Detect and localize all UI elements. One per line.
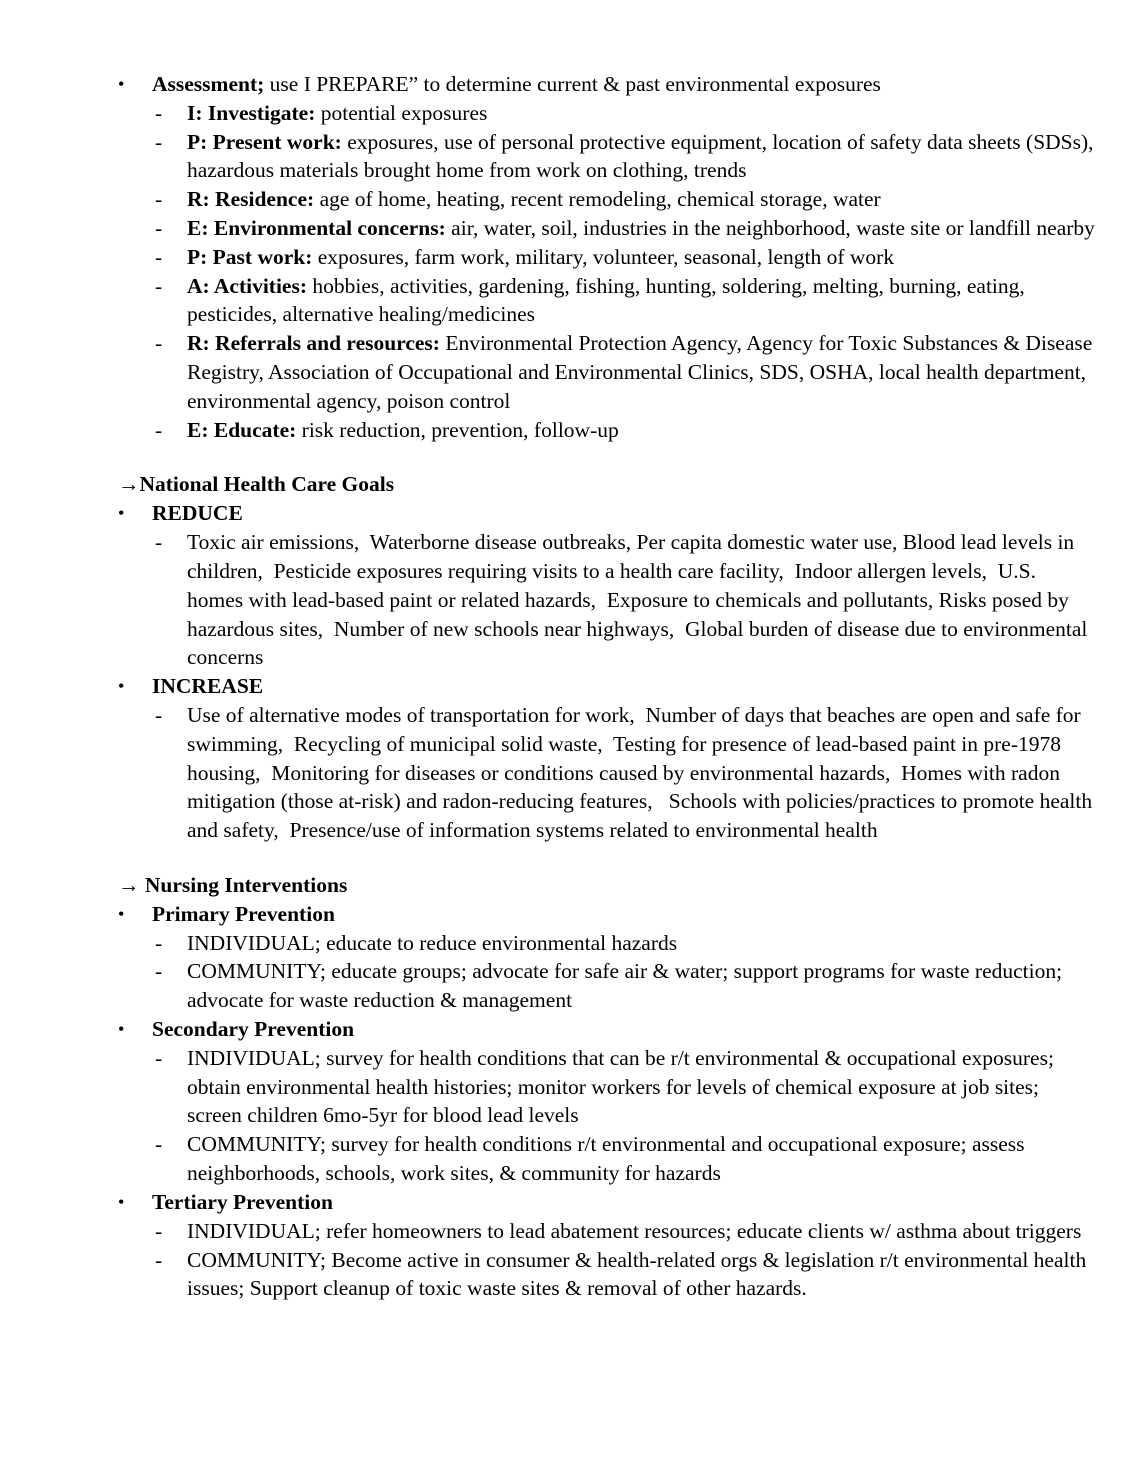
sub-list-item-body: COMMUNITY; educate groups; advocate for safe air & water; support programs for waste reduction; advocate for waste reduction & management [187, 959, 1068, 1013]
dash-icon: - [155, 1045, 163, 1070]
list-item-body: use I PREPARE” to determine current & past environmental exposures [264, 72, 881, 96]
list-item-text [152, 672, 1095, 701]
arrow-icon: → [118, 872, 140, 897]
dash-icon: - [155, 100, 163, 125]
dash-icon: - [155, 244, 163, 269]
sub-list-item-body: air, water, soil, industries in the neighborhood, waste site or landfill nearby [445, 216, 1095, 241]
dash-icon: - [155, 959, 163, 984]
sub-list-item-text [187, 1130, 1095, 1188]
sub-list-item [155, 329, 1098, 415]
dash-icon: - [155, 273, 163, 298]
sub-list-item-body: INDIVIDUAL; survey for health conditions that can be r/t environmental & occupational exposures; obtain environmental health histories; monitor workers for levels of chemical exposure at job sites; screen children 6mo-5yr for blood lead levels [187, 1045, 1060, 1128]
sub-list-item [155, 1246, 1095, 1304]
sub-list-item [155, 272, 1095, 330]
sub-list-item-lead: R: Residence: [187, 187, 315, 212]
sub-list-item-body: COMMUNITY; survey for health conditions r/t environmental and occupational exposure; assess neighborhoods, schools, work sites, & community for hazards [187, 1132, 1030, 1186]
sub-list-item-body: Toxic air emissions, Waterborne disease outbreaks, Per capita domestic water use, Blood lead levels in children, Pesticide exposures requiring visits to a health care facility, Indoor allergen levels, U.S. homes with lead-based paint or related hazards, Exposure to chemicals and pollutants, Risks posed by hazardous sites, Number of new schools near highways, Global burden of disease due to environmental concerns [187, 530, 1093, 670]
sub-list-item [155, 214, 1095, 243]
sub-list-item-body: age of home, heating, recent remodeling, chemical storage, water [314, 187, 881, 212]
list-item-text [152, 1015, 1095, 1044]
sub-list-item [155, 957, 1095, 1015]
sub-list-item-body: INDIVIDUAL; educate to reduce environmental hazards [187, 930, 678, 955]
sub-list-item-lead: E: Educate: [187, 417, 297, 442]
sub-list-item-body: risk reduction, prevention, follow-up [296, 417, 619, 442]
bullet-icon: • [118, 1191, 125, 1212]
bullet-icon: • [118, 503, 125, 524]
sub-list-item [155, 701, 1098, 845]
list-item [118, 70, 1095, 99]
list-item-text [152, 1188, 1095, 1217]
list-item [118, 1188, 1095, 1217]
arrow-icon: → [118, 472, 140, 497]
sub-list-item-lead: P: Present work: [187, 129, 342, 154]
dash-icon: - [155, 1132, 163, 1157]
sub-list-item-text [187, 214, 1095, 243]
sub-list-item-text [187, 957, 1095, 1015]
sub-list-item-text [187, 1217, 1095, 1246]
sub-list-item-text [187, 1044, 1095, 1130]
sub-list-item-text [187, 528, 1095, 672]
sub-list-item-text [187, 1246, 1095, 1304]
sub-list-item [155, 185, 1095, 214]
list-item-lead: INCREASE [152, 674, 264, 699]
list-item [118, 499, 1095, 528]
dash-icon: - [155, 129, 163, 154]
sub-list-item-lead: A: Activities: [187, 273, 308, 298]
sub-list-item-text [187, 128, 1099, 186]
list-item-text [152, 900, 1095, 929]
sub-list-item-body: INDIVIDUAL; refer homeowners to lead abatement resources; educate clients w/ asthma about triggers [187, 1218, 1082, 1243]
sub-list-item [155, 929, 1095, 958]
sub-list-item [155, 416, 1095, 445]
dash-icon: - [155, 216, 163, 241]
sub-list-item-body: Environmental Protection Agency, Agency for Toxic Substances & Disease Registry, Association of Occupational and Environmental Clinics, SDS, OSHA, local health department, environmental agency, poison control [187, 331, 1098, 413]
sub-list-item [155, 99, 1095, 128]
section-heading-text: Nursing Interventions [139, 872, 348, 897]
sub-list-item [155, 243, 1095, 272]
sub-list-item-body: exposures, use of personal protective equipment, location of safety data sheets (SDSs), hazardous materials brought home from work on clothing, trends [187, 129, 1099, 183]
sub-list-item-text [187, 329, 1098, 415]
list-item [118, 1015, 1095, 1044]
list-item-lead: Assessment; [152, 72, 265, 96]
sub-list-item [155, 1217, 1095, 1246]
sub-list-item-text [187, 416, 1095, 445]
list-item-lead: Tertiary Prevention [152, 1189, 333, 1214]
sub-list-item [155, 128, 1099, 186]
bullet-icon: • [118, 74, 125, 94]
sub-list-item-lead: I: Investigate: [187, 100, 316, 125]
dash-icon: - [155, 187, 163, 212]
sub-list-item-lead: E: Environmental concerns: [187, 216, 446, 241]
list-item-text [152, 499, 1095, 528]
sub-list-item-body: exposures, farm work, military, volunteer, seasonal, length of work [312, 244, 895, 269]
sub-list-item-body: hobbies, activities, gardening, fishing, hunting, soldering, melting, burning, eating, pesticides, alternative healing/medicines [187, 273, 1031, 327]
sub-list-item-text [187, 243, 1095, 272]
list-item-lead: Secondary Prevention [152, 1017, 355, 1042]
document-content [118, 70, 1099, 1303]
section-heading [118, 470, 1095, 499]
dash-icon: - [155, 1247, 163, 1272]
bullet-icon: • [118, 676, 125, 697]
bullet-icon: • [118, 903, 125, 924]
section-heading-text: National Health Care Goals [139, 472, 395, 497]
sub-list-item-text [187, 99, 1095, 128]
sub-list-item-text [187, 701, 1098, 845]
sub-list-item-text [187, 272, 1095, 330]
dash-icon: - [155, 417, 163, 442]
dash-icon: - [155, 702, 163, 727]
sub-list-item-body: COMMUNITY; Become active in consumer & health-related orgs & legislation r/t environmental health issues; Support cleanup of toxic waste sites & removal of other hazards. [187, 1247, 1092, 1301]
sub-list-item [155, 528, 1095, 672]
dash-icon: - [155, 930, 163, 955]
dash-icon: - [155, 1218, 163, 1243]
dash-icon: - [155, 331, 163, 356]
sub-list-item-lead: R: Referrals and resources: [187, 331, 440, 356]
sub-list-item-body: Use of alternative modes of transportation for work, Number of days that beaches are open and safe for swimming, Recycling of municipal solid waste, Testing for presence of lead-based paint in pre-1978 housing, Monitoring for diseases or conditions caused by environmental hazards, Homes with radon mitigation (those at-risk) and radon-reducing features, Schools with policies/practices to promote health and safety, Presence/use of information systems related to environmental health [187, 702, 1098, 843]
section-heading [118, 871, 1095, 900]
list-item [118, 672, 1095, 701]
list-item-lead: Primary Prevention [152, 901, 335, 926]
bullet-icon: • [118, 1019, 125, 1040]
list-item-text [152, 70, 1095, 99]
list-item [118, 900, 1095, 929]
sub-list-item-body: potential exposures [315, 100, 488, 125]
list-item-lead: REDUCE [152, 501, 243, 526]
dash-icon: - [155, 530, 163, 555]
sub-list-item [155, 1130, 1095, 1188]
sub-list-item-text [187, 929, 1095, 958]
sub-list-item-lead: P: Past work: [187, 244, 313, 269]
sub-list-item-text [187, 185, 1095, 214]
sub-list-item [155, 1044, 1095, 1130]
